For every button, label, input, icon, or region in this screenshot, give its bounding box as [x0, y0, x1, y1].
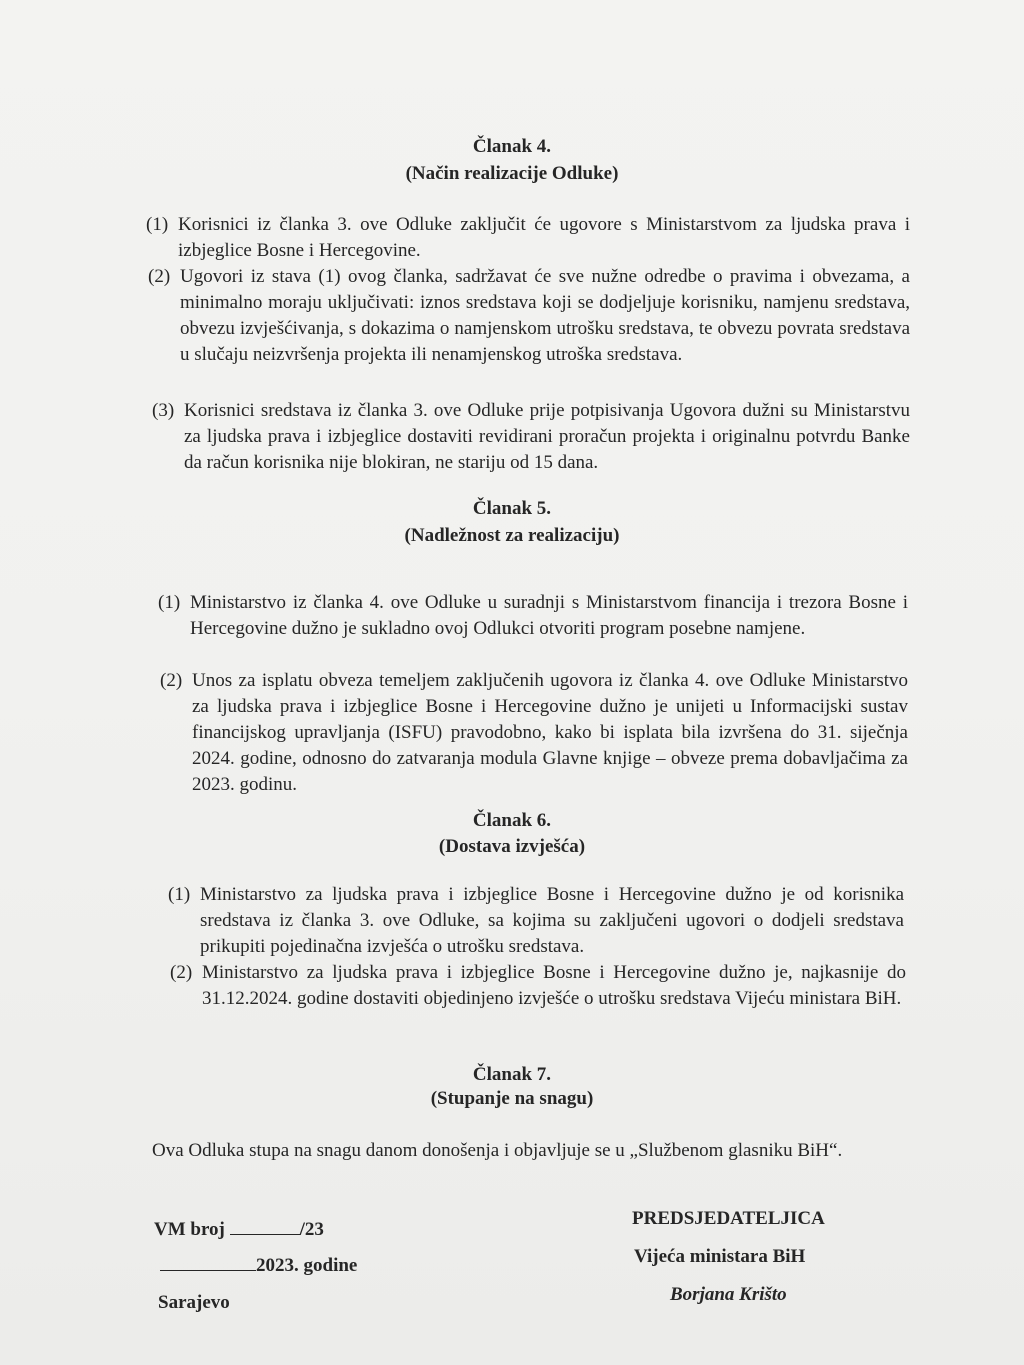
date-suffix: 2023. godine — [256, 1255, 358, 1276]
item-text: Korisnici sredstava iz članka 3. ove Odluke prije potpisivanja Ugovora dužni su Ministarstvu za ljudska prava i izbjeglice dostaviti revidirani proračun projekta i originalnu potvrdu Banke da račun korisnika nije blokiran, ne stariju od 15 dana. — [184, 400, 910, 473]
vm-number-blank — [230, 1216, 300, 1235]
article-6-subtitle: (Dostava izvješća) — [438, 836, 586, 857]
item-number: (2) — [170, 962, 193, 983]
article-5-item — [160, 668, 908, 798]
article-7-subtitle: (Stupanje na snagu) — [430, 1088, 594, 1109]
item-number: (1) — [168, 884, 191, 905]
item-number: (1) — [146, 214, 169, 235]
vm-number-line — [154, 1216, 324, 1241]
item-text: Ugovori iz stava (1) ovog članka, sadržavat će sve nužne odredbe o pravima i obvezama, a minimalno moraju uključivati: iznos sredstava koji se dodjeljuje korisniku, namjenu sredstava, obvezu izvješćivanja, s dokazima o namjenskom utrošku sredstava, te obvezu povrata sredstava u slučaju neizvršenja projekta ili nenamjenskog utroška sredstava. — [180, 266, 910, 365]
city: Sarajevo — [158, 1292, 230, 1313]
date-line — [160, 1252, 357, 1277]
date-blank — [160, 1252, 256, 1271]
article-6-item — [170, 960, 906, 1012]
article-4-item — [146, 212, 910, 264]
signatory-body: Vijeća ministara BiH — [634, 1246, 806, 1267]
vm-number-suffix: /23 — [299, 1219, 324, 1240]
item-text: Unos za isplatu obveza temeljem zaključenih ugovora iz članka 4. ove Odluke Ministarstvo za ljudska prava i izbjeglice Bosne i Hercegovine dužno je unijeti u Informacijski sustav financijskog upravljanja (ISFU) pravodobno, kako bi isplata bila izvršena do 31. siječnja 2024. godine, odnosno do zatvaranja modula Glavne knjige – obveze prema dobavljačima za 2023. godinu. — [192, 670, 908, 795]
item-number: (3) — [152, 400, 175, 421]
article-6-title: Članak 6. — [472, 810, 552, 831]
entry-into-force-text: Ova Odluka stupa na snagu danom donošenja i objavljuje se u „Službenom glasniku BiH“. — [152, 1140, 843, 1161]
signatory-name: Borjana Krišto — [670, 1284, 787, 1305]
article-4-item — [152, 398, 910, 476]
vm-number-prefix: VM broj — [154, 1219, 225, 1240]
item-text: Ministarstvo iz članka 4. ove Odluke u suradnji s Ministarstvom financija i trezora Bosne i Hercegovine dužno je sukladno ovoj Odlukci otvoriti program posebne namjene. — [190, 592, 908, 639]
article-7-title: Članak 7. — [472, 1064, 552, 1085]
article-6-item — [168, 882, 904, 960]
signatory-role: PREDSJEDATELJICA — [632, 1208, 825, 1229]
item-text: Korisnici iz članka 3. ove Odluke zaključit će ugovore s Ministarstvom za ljudska prava i izbjeglice Bosne i Hercegovine. — [178, 214, 910, 261]
item-text: Ministarstvo za ljudska prava i izbjeglice Bosne i Hercegovine dužno je, najkasnije do 31.12.2024. godine dostaviti objedinjeno izvješće o utrošku sredstava Vijeću ministara BiH. — [202, 962, 906, 1009]
item-number: (1) — [158, 592, 181, 613]
article-5-subtitle: (Nadležnost za realizaciju) — [404, 525, 620, 546]
article-4-title: Članak 4. — [472, 136, 552, 157]
item-text: Ministarstvo za ljudska prava i izbjeglice Bosne i Hercegovine dužno je od korisnika sredstava iz članka 3. ove Odluke, sa kojima su zaključeni ugovori o dodjeli sredstava prikupiti pojedinačna izvješća o utrošku sredstava. — [200, 884, 904, 957]
article-4-item — [148, 264, 910, 368]
article-5-title: Članak 5. — [472, 498, 552, 519]
article-4-subtitle: (Način realizacije Odluke) — [405, 163, 619, 184]
article-5-item — [158, 590, 908, 642]
item-number: (2) — [160, 670, 183, 691]
item-number: (2) — [148, 266, 171, 287]
